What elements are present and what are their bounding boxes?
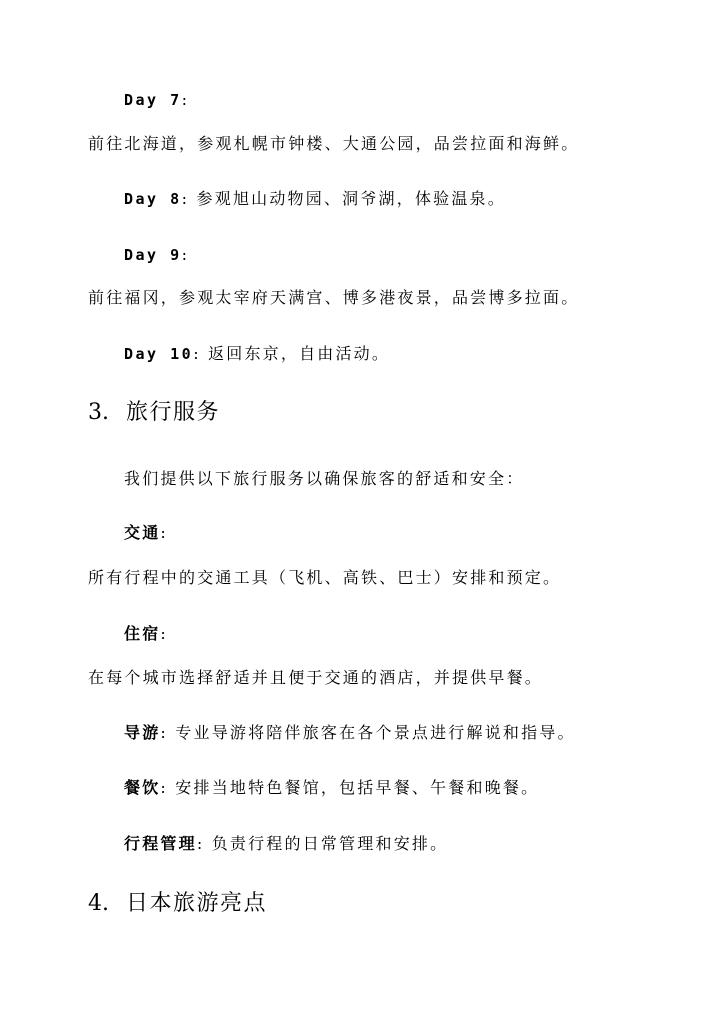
section3-heading [88, 399, 220, 427]
service-management-line [124, 834, 448, 854]
service-guide-separator: : [160, 723, 168, 742]
day9-separator: : [181, 245, 190, 264]
day10-separator: : [193, 344, 201, 363]
section4-number: 4. [88, 891, 109, 916]
day8-line [124, 189, 506, 209]
day9-heading [124, 245, 189, 265]
service-transport-separator: : [160, 523, 168, 542]
day8-separator: : [181, 189, 190, 208]
service-guide-line [124, 723, 576, 743]
service-management-description: 负责行程的日常管理和安排。 [211, 834, 449, 853]
service-management-separator: : [196, 834, 205, 853]
service-dining-separator: : [160, 778, 168, 797]
service-guide-description: 专业导游将陪伴旅客在各个景点进行解说和指导。 [175, 723, 576, 742]
day7-separator: : [181, 90, 190, 109]
service-lodging-separator: : [160, 624, 168, 643]
day8-description: 参观旭山动物园、洞爷湖，体验温泉。 [196, 189, 506, 208]
section3-intro: 我们提供以下旅行服务以确保旅客的舒适和安全： [124, 469, 525, 488]
day10-description: 返回东京，自由活动。 [208, 344, 391, 363]
day8-label: Day 8 [124, 190, 182, 208]
service-dining-description: 安排当地特色餐馆，包括早餐、午餐和晚餐。 [175, 778, 540, 797]
service-guide-label: 导游 [124, 723, 161, 742]
service-transport-label: 交通 [124, 523, 161, 542]
section3-number: 3. [88, 400, 109, 425]
day9-description: 前往福冈，参观太宰府天满宫、博多港夜景，品尝博多拉面。 [88, 288, 580, 307]
service-dining-label: 餐饮 [124, 778, 161, 797]
day7-description: 前往北海道，参观札幌市钟楼、大通公园，品尝拉面和海鲜。 [88, 134, 580, 153]
service-transport-heading [124, 523, 168, 543]
day7-heading [124, 90, 189, 110]
service-lodging-description: 在每个城市选择舒适并且便于交通的酒店，并提供早餐。 [88, 668, 544, 687]
day7-label: Day 7 [124, 91, 182, 109]
day9-label: Day 9 [124, 246, 182, 264]
day10-line [124, 344, 390, 364]
section4-heading [88, 890, 267, 918]
service-lodging-label: 住宿 [124, 624, 161, 643]
service-transport-description: 所有行程中的交通工具（飞机、高铁、巴士）安排和预定。 [88, 568, 562, 587]
service-lodging-heading [124, 624, 168, 644]
section4-title: 日本旅游亮点 [126, 891, 268, 916]
section3-title: 旅行服务 [126, 400, 221, 425]
day10-label: Day 10 [124, 345, 194, 363]
service-management-label: 行程管理 [124, 834, 197, 853]
service-dining-line [124, 778, 539, 798]
